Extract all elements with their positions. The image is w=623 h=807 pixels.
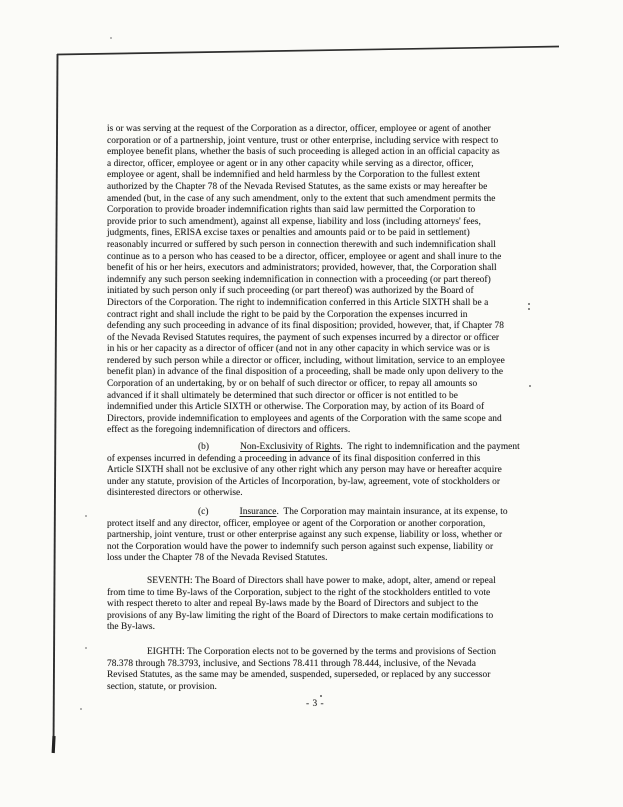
document-text-block [107,124,551,693]
text-line: in his or her capacity as a director of officer (and not in any other capacity in which service was or is [107,344,490,355]
article-seventh-paragraph [107,576,551,634]
text-line: Article SIXTH shall not be exclusive of any other right which any person may have or hereafter acquire [107,465,502,476]
text-line: reasonably incurred or suffered by such person in connection therewith and such indemnification shall [107,239,496,250]
text-line: Directors, provide indemnification to employees and agents of the Corporation with the same scope and [107,413,502,424]
text-line: defending any such proceeding in advance of its final disposition; provided, however, that, if Chapter 78 [107,321,504,332]
text-line: the By-laws. [107,622,155,633]
page-number: - 3 - [306,699,325,709]
page-border-left-line-end [53,736,54,753]
text-line: advanced if it shall ultimately be determined that such director or officer is not entitled to be [107,390,458,401]
text-line: with respect thereto to alter and repeal By-laws made by the Board of Directors and subject to the [107,599,479,610]
text-line: judgments, fines, ERISA excise taxes or penalties and amounts paid or to be paid in settlement) [107,228,470,239]
text-line: authorized by the Chapter 78 of the Nevada Revised Statutes, as the same exists or may hereafter be [107,181,488,192]
text-line: contract right and shall include the right to be paid by the Corporation the expenses incurred in [107,309,468,320]
text-line: of the Nevada Revised Statutes requires, the payment of such expenses incurred by a director or officer [107,332,500,343]
text-line: initiated by such person only if such proceeding (or part thereof) was authorized by the Board of [107,286,474,297]
scan-speck [85,515,87,517]
text-line: amended (but, in the case of any such amendment, only to the extent that such amendment permits the [107,193,496,204]
text-line: rendered by such person while a director or officer, including, without limitation, service to an employee [107,355,505,366]
page-border-top-line [57,47,559,55]
text-line: disinterested directors or otherwise. [107,488,243,499]
scan-speck [320,695,322,697]
section-c-first-line [107,507,551,519]
text-line: benefit plan) in advance of the final disposition of a proceeding, shall be made only upon delivery to the [107,367,504,378]
text-line: benefit of his or her heirs, executors and administrators; provided, however, that, the Corporation shall [107,263,497,274]
scan-speck [110,37,112,39]
text-line: corporation or of a partnership, joint venture, trust or other enterprise, including service with respect to [107,135,499,146]
page-border-left-line [54,54,58,750]
paragraph-continuation [107,124,551,437]
text-line: loss under the Chapter 78 of the Nevada Revised Statutes. [107,553,328,564]
text-line: Revised Statutes, as the same may be amended, suspended, superseded, or replaced by any successor [107,670,491,681]
text-line: of expenses incurred in defending a proceeding in advance of its final disposition conferred in this [107,453,481,464]
text-line: not the Corporation would have the power to indemnify such person against such expense, liability or [107,541,494,552]
text-line: Corporation to provide broader indemnification rights than said law permitted the Corporation to [107,205,476,216]
text-line: 78.378 through 78.3793, inclusive, and Sections 78.411 through 78.444, inclusive, of the Nevada [107,658,476,669]
section-c-heading: Insurance [239,507,277,517]
text-line: effect as the foregoing indemnification of directors and officers. [107,425,351,436]
text-line: employee or agent, shall be indemnified and held harmless by the Corporation to the fullest extent [107,170,481,181]
section-b-first-line-text: . The right to indemnification and the payment [340,442,520,453]
text-line: section, statute, or provision. [107,681,217,692]
text-line: from time to time By-laws of the Corporation, subject to the right of the stockholders entitled to vote [107,587,491,598]
section-c-paragraph [107,507,551,565]
section-b-first-line [107,442,551,454]
text-line: protect itself and any director, officer, employee or agent of the Corporation or another corporation, [107,518,486,529]
text-line: employee benefit plans, whether the basis of such proceeding is alleged action in an official capacity as [107,147,500,158]
text-line: partnership, joint venture, trust or other enterprise against any such expense, liability or loss, whether or [107,530,503,541]
section-b-paragraph [107,442,551,500]
article-eighth-paragraph [107,647,551,693]
text-line: continue as to a person who has ceased to be a director, officer, employee or agent and shall inure to the [107,251,502,262]
text-line: provide prior to such amendment), against all expense, liability and loss (including attorneys' fees, [107,216,481,227]
section-b-heading: Non-Exclusivity of Rights [240,442,341,453]
text-line: Corporation of an undertaking, by or on behalf of such director or officer, to repay all amounts so [107,379,478,390]
text-line: is or was serving at the request of the Corporation as a director, officer, employee or agent of another [107,124,491,134]
text-line: EIGHTH: The Corporation elects not to be governed by the terms and provisions of Section [147,646,496,657]
scan-speck [85,647,87,649]
text-line: Directors of the Corporation. The right to indemnification conferred in this Article SIXTH shall be a [107,297,489,308]
section-c-body [107,519,551,565]
text-line: indemnified under this Article SIXTH or otherwise. The Corporation may, by action of its Board of [107,402,485,413]
text-line: a director, officer, employee or agent or in any other capacity while serving as a director, officer, [107,158,474,169]
section-c-first-line-text: . The Corporation may maintain insurance, at its expense, to [276,507,508,517]
section-b-body [107,454,551,500]
scan-speck [80,708,82,710]
text-line: SEVENTH: The Board of Directors shall have power to make, adopt, alter, amend or repeal [147,575,496,586]
section-c-label: (c) [198,507,209,517]
section-b-label: (b) [198,442,210,453]
text-line: provisions of any By-law limiting the right of the Board of Directors to make certain modifications to [107,610,494,621]
text-line: under any statute, provision of the Articles of Incorporation, by-law, agreement, vote of stockholders or [107,476,501,487]
text-line: indemnify any such person seeking indemnification in connection with a proceeding (or part thereof) [107,274,491,285]
